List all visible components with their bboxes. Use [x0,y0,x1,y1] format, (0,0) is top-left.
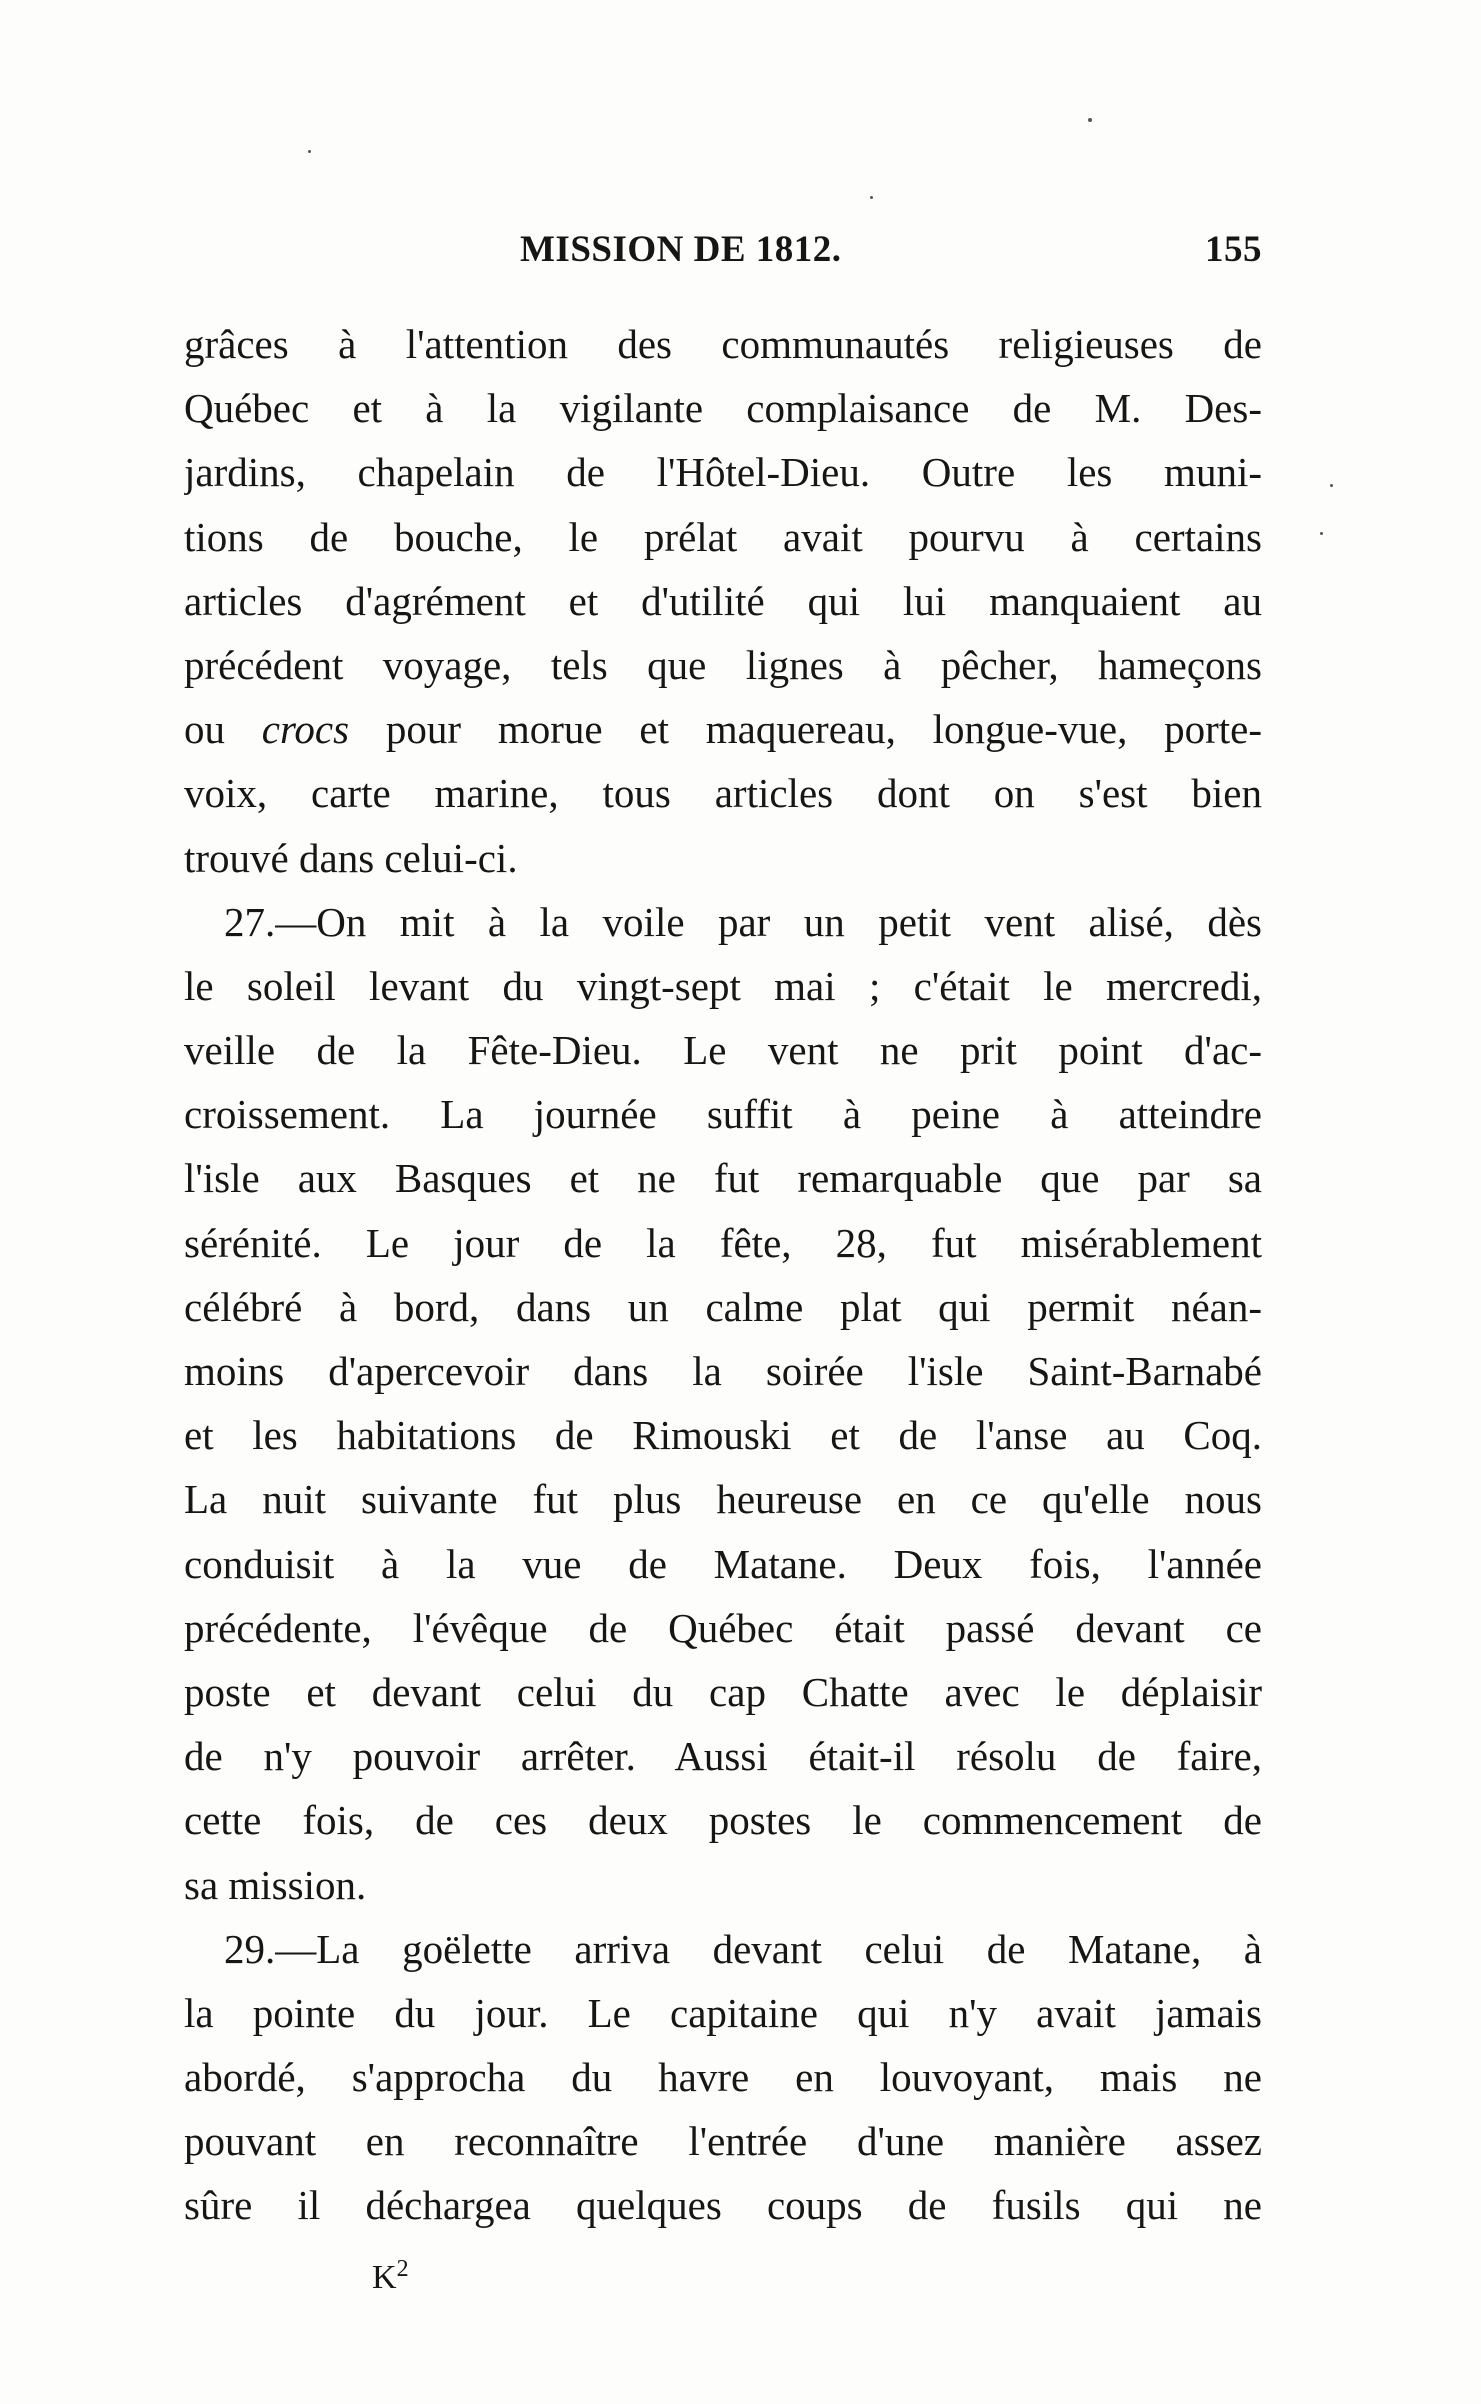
text-line: et les habitations de Rimouski et de l'anse au Coq. [184,1412,1262,1459]
text-line: veille de la Fête-Dieu. Le vent ne prit point d'ac- [184,1027,1262,1074]
text-line: ou crocs pour morue et maquereau, longue-vue, porte- [184,706,1262,753]
text-line: articles d'agrément et d'utilité qui lui manquaient au [184,577,1262,624]
running-title: MISSION DE 1812. [520,229,842,270]
text-line: abordé, s'approcha du havre en louvoyant, mais ne [184,2054,1262,2101]
text-line: grâces à l'attention des communautés religieuses de [184,321,1262,367]
text-line: cette fois, de ces deux postes le commencement de [184,1797,1262,1844]
text-line: trouvé dans celui-ci. [184,834,518,881]
print-speck [308,150,311,153]
paragraph-first-line: 29.—La goëlette arriva devant celui de Matane, à [224,1925,1262,1972]
text-line: jardins, chapelain de l'Hôtel-Dieu. Outre les muni- [184,449,1262,496]
body-text [184,312,1262,2238]
text-line: précédent voyage, tels que lignes à pêcher, hameçons [184,641,1262,688]
text-line: voix, carte marine, tous articles dont on s'est bien [184,770,1262,817]
text-line: de n'y pouvoir arrêter. Aussi était-il résolu de faire, [184,1733,1262,1780]
text-line: Québec et à la vigilante complaisance de M. Des- [184,385,1262,432]
text-line: précédente, l'évêque de Québec était passé devant ce [184,1604,1262,1651]
text-line: tions de bouche, le prélat avait pourvu à certains [184,513,1262,560]
text-line: croissement. La journée suffit à peine à atteindre [184,1091,1262,1138]
running-head [184,228,1262,278]
text-line: célébré à bord, dans un calme plat qui permit néan- [184,1283,1262,1330]
text-line: l'isle aux Basques et ne fut remarquable que par sa [184,1155,1262,1202]
signature-letter: K [372,2259,397,2296]
page-number: 155 [1205,229,1262,270]
print-speck [870,196,873,199]
text-line: le soleil levant du vingt-sept mai ; c'était le mercredi, [184,962,1262,1009]
italic-word: crocs [261,706,350,753]
text-line: la pointe du jour. Le capitaine qui n'y avait jamais [184,1989,1262,2036]
text-line: conduisit à la vue de Matane. Deux fois, l'année [184,1540,1262,1587]
paragraph-first-line: 27.—On mit à la voile par un petit vent alisé, dès [224,898,1262,945]
signature-mark [372,2256,409,2297]
text-line: moins d'apercevoir dans la soirée l'isle Saint-Barnabé [184,1348,1262,1394]
print-speck [1088,118,1092,122]
text-line: sérénité. Le jour de la fête, 28, fut misérablement [184,1219,1262,1266]
print-speck [1320,532,1323,535]
signature-superscript: 2 [396,2256,409,2282]
text-line: sa mission. [184,1861,367,1908]
text-line: poste et devant celui du cap Chatte avec le déplaisir [184,1668,1262,1715]
print-speck [1330,484,1333,487]
text-line: pouvant en reconnaître l'entrée d'une manière assez [184,2118,1262,2165]
text-line: sûre il déchargea quelques coups de fusils qui ne [184,2182,1262,2229]
text-line: La nuit suivante fut plus heureuse en ce qu'elle nous [184,1476,1262,1523]
